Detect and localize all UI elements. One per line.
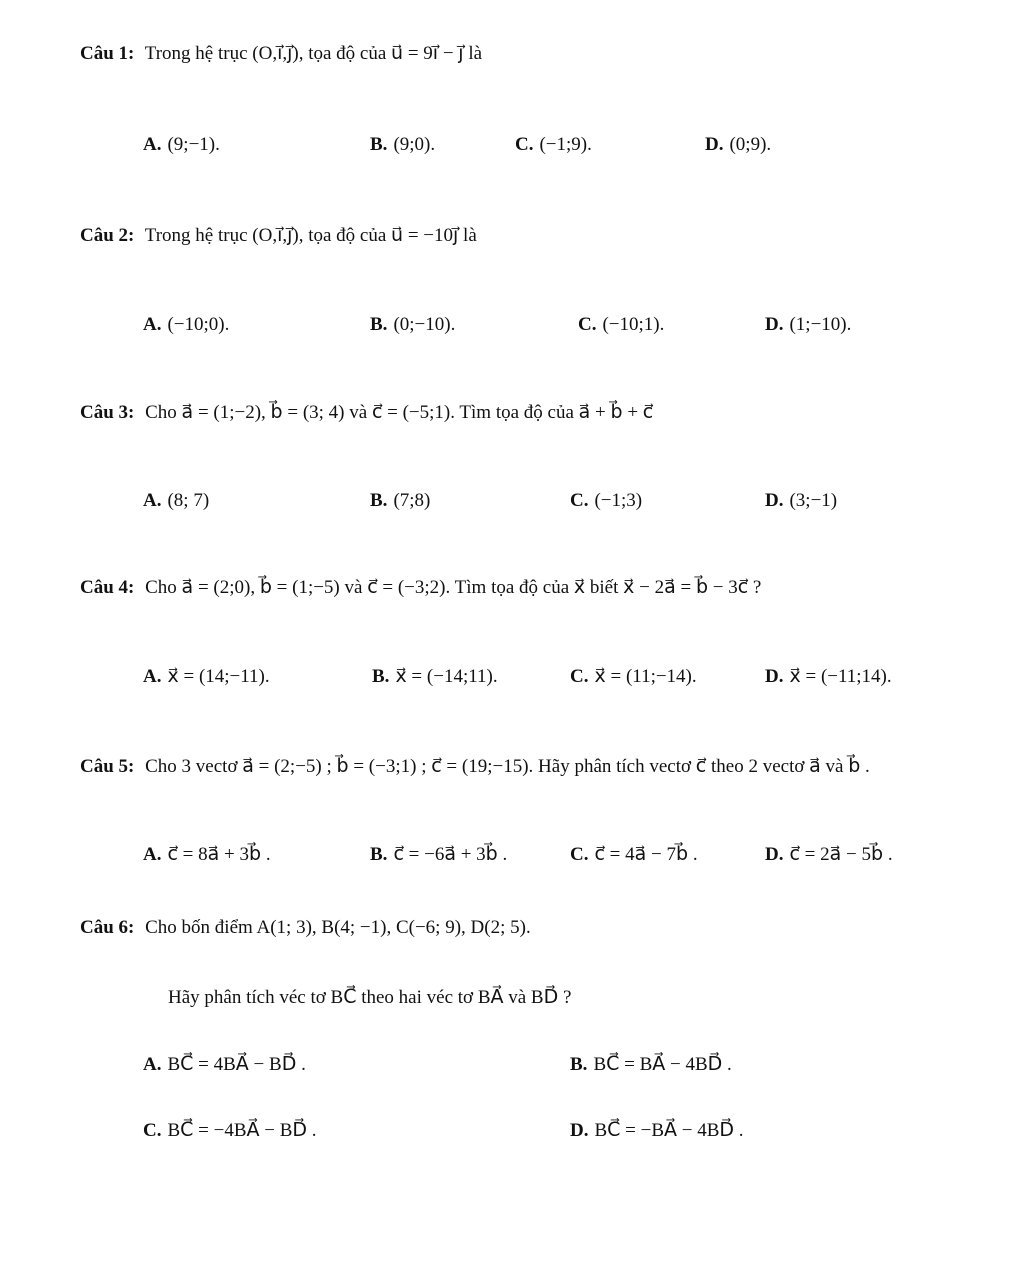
question-5-option-a[interactable] (143, 841, 271, 869)
question-5-label: Câu 5: (80, 756, 135, 777)
question-6 (80, 914, 531, 942)
option-text: (−1;9). (539, 134, 592, 155)
option-text: (7;8) (393, 490, 431, 511)
option-letter: C. (570, 844, 589, 865)
question-6-option-c[interactable] (143, 1117, 317, 1145)
option-letter: D. (765, 666, 784, 687)
question-4 (80, 574, 761, 602)
option-letter: D. (765, 314, 784, 335)
question-3-text: Cho a⃗ = (1;−2), b⃗ = (3; 4) và c⃗ = (−5;1). Tìm tọa độ của a⃗ + b⃗ + c⃗ (145, 402, 654, 423)
question-4-option-c[interactable] (570, 663, 697, 691)
option-text: (9;−1). (167, 134, 220, 155)
option-letter: A. (143, 666, 162, 687)
question-6-option-a[interactable] (143, 1051, 306, 1079)
question-5-option-c[interactable] (570, 841, 698, 869)
option-text: (0;9). (729, 134, 772, 155)
question-1-option-d[interactable] (705, 131, 771, 159)
option-letter: B. (570, 1054, 588, 1075)
option-text: (−1;3) (594, 490, 643, 511)
option-text: BC⃗ = −4BA⃗ − BD⃗ . (167, 1120, 317, 1141)
option-letter: A. (143, 134, 162, 155)
question-6-text: Cho bốn điểm A(1; 3), B(4; −1), C(−6; 9), D(2; 5). (145, 917, 531, 938)
option-letter: D. (570, 1120, 589, 1141)
question-2 (80, 222, 477, 250)
question-2-option-d[interactable] (765, 311, 851, 339)
option-letter: C. (515, 134, 534, 155)
question-1 (80, 40, 482, 68)
option-text: (−10;1). (602, 314, 665, 335)
option-text: x⃗ = (11;−14). (594, 666, 697, 687)
question-5-option-b[interactable] (370, 841, 507, 869)
option-letter: B. (370, 134, 388, 155)
question-5 (80, 753, 870, 781)
question-2-label: Câu 2: (80, 225, 135, 246)
option-letter: C. (570, 490, 589, 511)
option-text: BC⃗ = BA⃗ − 4BD⃗ . (593, 1054, 732, 1075)
option-letter: C. (570, 666, 589, 687)
option-letter: D. (765, 490, 784, 511)
question-3-option-c[interactable] (570, 487, 642, 515)
option-letter: C. (143, 1120, 162, 1141)
option-text: (−10;0). (167, 314, 230, 335)
option-text: BC⃗ = 4BA⃗ − BD⃗ . (167, 1054, 306, 1075)
question-1-option-a[interactable] (143, 131, 220, 159)
option-text: x⃗ = (14;−11). (167, 666, 270, 687)
option-text: c⃗ = 4a⃗ − 7b⃗ . (594, 844, 698, 865)
question-4-text: Cho a⃗ = (2;0), b⃗ = (1;−5) và c⃗ = (−3;2). Tìm tọa độ của x⃗ biết x⃗ − 2a⃗ = b⃗ − 3c⃗ ? (145, 577, 762, 598)
option-text: c⃗ = 8a⃗ + 3b⃗ . (167, 844, 271, 865)
question-3-option-a[interactable] (143, 487, 209, 515)
question-3 (80, 399, 653, 427)
question-3-option-d[interactable] (765, 487, 837, 515)
question-4-label: Câu 4: (80, 577, 135, 598)
question-6-label: Câu 6: (80, 917, 135, 938)
option-text: BC⃗ = −BA⃗ − 4BD⃗ . (594, 1120, 744, 1141)
option-text: (9;0). (393, 134, 436, 155)
option-letter: D. (765, 844, 784, 865)
option-text: c⃗ = 2a⃗ − 5b⃗ . (789, 844, 893, 865)
question-6-option-d[interactable] (570, 1117, 744, 1145)
question-1-option-c[interactable] (515, 131, 592, 159)
option-text: (3;−1) (789, 490, 838, 511)
option-text: c⃗ = −6a⃗ + 3b⃗ . (393, 844, 508, 865)
question-6-subtext: Hãy phân tích véc tơ BC⃗ theo hai véc tơ BA⃗ và BD⃗ ? (168, 987, 572, 1008)
option-text: x⃗ = (−11;14). (789, 666, 892, 687)
question-4-option-a[interactable] (143, 663, 270, 691)
option-text: (1;−10). (789, 314, 852, 335)
option-letter: C. (578, 314, 597, 335)
option-letter: A. (143, 490, 162, 511)
question-1-label: Câu 1: (80, 43, 135, 64)
option-letter: B. (370, 490, 388, 511)
question-6-option-b[interactable] (570, 1051, 732, 1079)
question-3-label: Câu 3: (80, 402, 135, 423)
question-4-option-b[interactable] (372, 663, 498, 691)
option-text: (0;−10). (393, 314, 456, 335)
question-2-option-c[interactable] (578, 311, 664, 339)
option-text: (8; 7) (167, 490, 210, 511)
question-4-option-d[interactable] (765, 663, 892, 691)
option-letter: B. (370, 844, 388, 865)
question-2-option-b[interactable] (370, 311, 455, 339)
question-5-text: Cho 3 vectơ a⃗ = (2;−5) ; b⃗ = (−3;1) ; c⃗ = (19;−15). Hãy phân tích vectơ c⃗ theo 2 vectơ a⃗ và b⃗ . (145, 756, 870, 777)
question-5-option-d[interactable] (765, 841, 893, 869)
question-2-option-a[interactable] (143, 311, 229, 339)
option-letter: A. (143, 1054, 162, 1075)
question-2-text: Trong hệ trục (O,i⃗,j⃗), tọa độ của u⃗ = −10j⃗ là (144, 225, 477, 246)
option-letter: B. (370, 314, 388, 335)
question-3-option-b[interactable] (370, 487, 430, 515)
option-letter: A. (143, 844, 162, 865)
question-1-text: Trong hệ trục (O,i⃗,j⃗), tọa độ của u⃗ = 9i⃗ − j⃗ là (144, 43, 483, 64)
option-letter: A. (143, 314, 162, 335)
question-1-option-b[interactable] (370, 131, 435, 159)
option-text: x⃗ = (−14;11). (395, 666, 498, 687)
option-letter: D. (705, 134, 724, 155)
option-letter: B. (372, 666, 390, 687)
